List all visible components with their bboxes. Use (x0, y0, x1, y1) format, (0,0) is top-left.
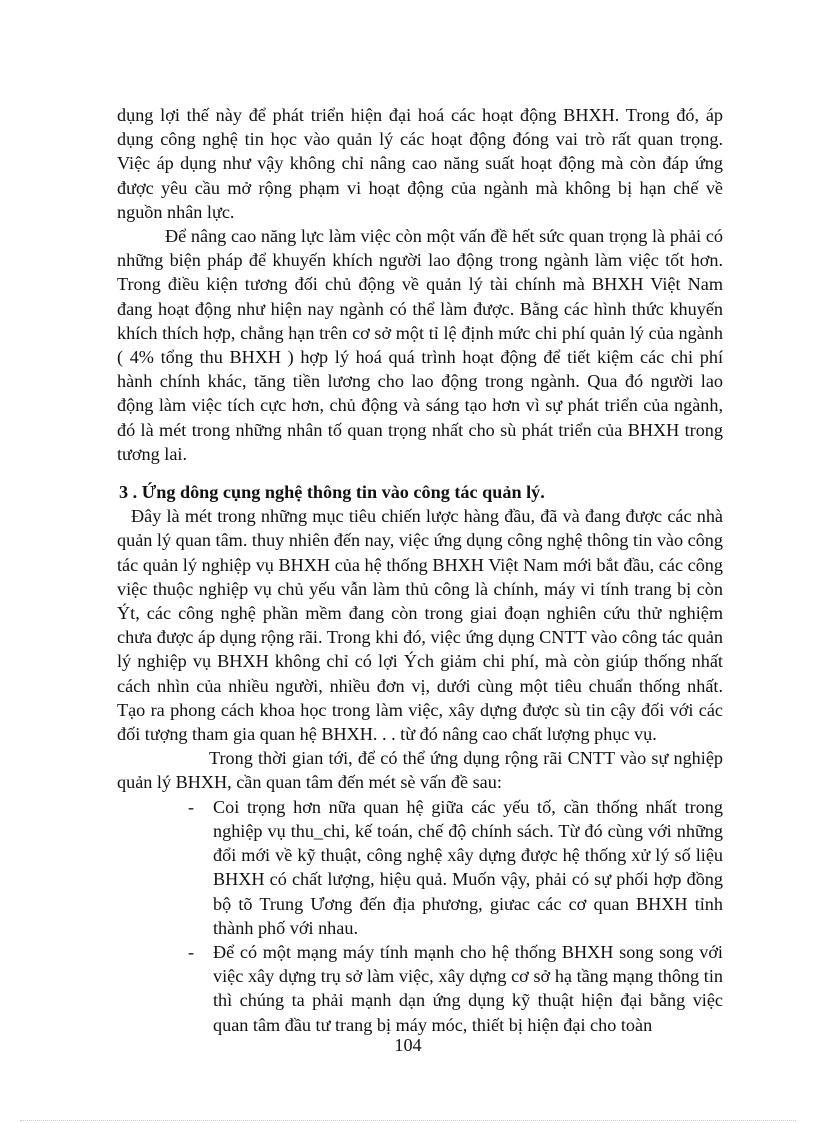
bullet-text: Coi trọng hơn nữa quan hệ giữa các yếu tố, cần thống nhất trong nghiệp vụ thu_chi, kế toán, chế độ chính sách. Từ đó cùng với những đổi mới về kỹ thuật, công nghệ xây dựng được hệ thống xử lý số liệu BHXH có chất lượng, hiệu quả. Muốn vậy, phải có sự phối hợp đồng bộ tõ Trung Ương đến địa phương, giưac các cơ quan BHXH tỉnh thành phố với nhau. (213, 796, 723, 938)
paragraph-3: Đây là mét trong những mục tiêu chiến lược hàng đầu, đã và đang được các nhà quản lý quan tâm. thuy nhiên đến nay, việc ứng dụng công nghệ thông tin vào công tác quản lý nghiệp vụ BHXH của hệ thống BHXH Việt Nam mới bắt đầu, các công việc thuộc nghiệp vụ chủ yếu vẫn làm thủ công là chính, máy vi tính trang bị còn Ýt, các công nghệ phần mềm đang còn trong giai đoạn nghiên cứu thử nghiệm chưa được áp dụng rộng rãi. Trong khi đó, việc ứng dụng CNTT vào công tác quản lý nghiệp vụ BHXH không chỉ có lợi Ých giảm chi phí, mà còn giúp thống nhất cách nhìn của nhiều người, nhiều đơn vị, dưới cùng một tiêu chuẩn thống nhất. Tạo ra phong cách khoa học trong làm việc, xây dựng được sù tin cậy đối với các đối tượng tham gia quan hệ BHXH. . . từ đó nâng cao chất lượng phục vụ. (117, 506, 723, 745)
paragraph-4: Trong thời gian tới, để có thể ứng dụng rộng rãi CNTT vào sự nghiệp quản lý BHXH, cần quan tâm đến mét sè vấn đề sau: (117, 748, 723, 793)
bullet-list (117, 795, 723, 1037)
bullet-marker: - (188, 796, 195, 817)
bullet-marker: - (188, 941, 195, 962)
section-spacer (117, 466, 723, 480)
page-bottom-divider (20, 1120, 796, 1121)
section-heading: 3 . Ứng dông cụng nghệ thông tin vào công tác quản lý. (119, 482, 545, 503)
page-number: 104 (394, 1035, 422, 1055)
paragraph-1: dụng lợi thế này để phát triển hiện đại hoá các hoạt động BHXH. Trong đó, áp dụng công nghệ tin học vào quản lý các hoạt động đóng vai trò rất quan trọng. Việc áp dụng như vậy không chỉ nâng cao năng suất hoạt động mà còn đáp ứng được yêu cầu mở rộng phạm vi hoạt động của ngành mà không bị hạn chế về nguồn nhân lực. (117, 105, 723, 222)
bullet-item (117, 795, 723, 940)
body-text (117, 103, 723, 1037)
bullet-item (117, 940, 723, 1037)
paragraph-2: Để nâng cao năng lực làm việc còn một vấn đề hết sức quan trọng là phải có những biện pháp để khuyến khích người lao động trong ngành làm việc tốt hơn. Trong điều kiện tương đối chủ động về quản lý tài chính mà BHXH Việt Nam đang hoạt động như hiện nay ngành có thể làm được. Bằng các hình thức khuyến khích thích hợp, chẳng hạn trên cơ sở một tỉ lệ định mức chi phí quản lý của ngành ( 4% tổng thu BHXH ) hợp lý hoá quá trình hoạt động để tiết kiệm các chi phí hành chính khác, tăng tiền lương cho lao động trong ngành. Qua đó người lao động làm việc tích cực hơn, chủ động và sáng tạo hơn vì sự phát triển của ngành, đó là mét trong những nhân tố quan trọng nhất cho sù phát triển của BHXH trong tương lai. (117, 226, 723, 464)
bullet-text: Để có một mạng máy tính mạnh cho hệ thống BHXH song song với việc xây dựng trụ sở làm việc, xây dựng cơ sở hạ tầng mạng thông tin thì chúng ta phải mạnh dạn ứng dụng kỹ thuật hiện đại bằng việc quan tâm đầu tư trang bị máy móc, thiết bị hiện đại cho toàn (213, 941, 723, 1035)
